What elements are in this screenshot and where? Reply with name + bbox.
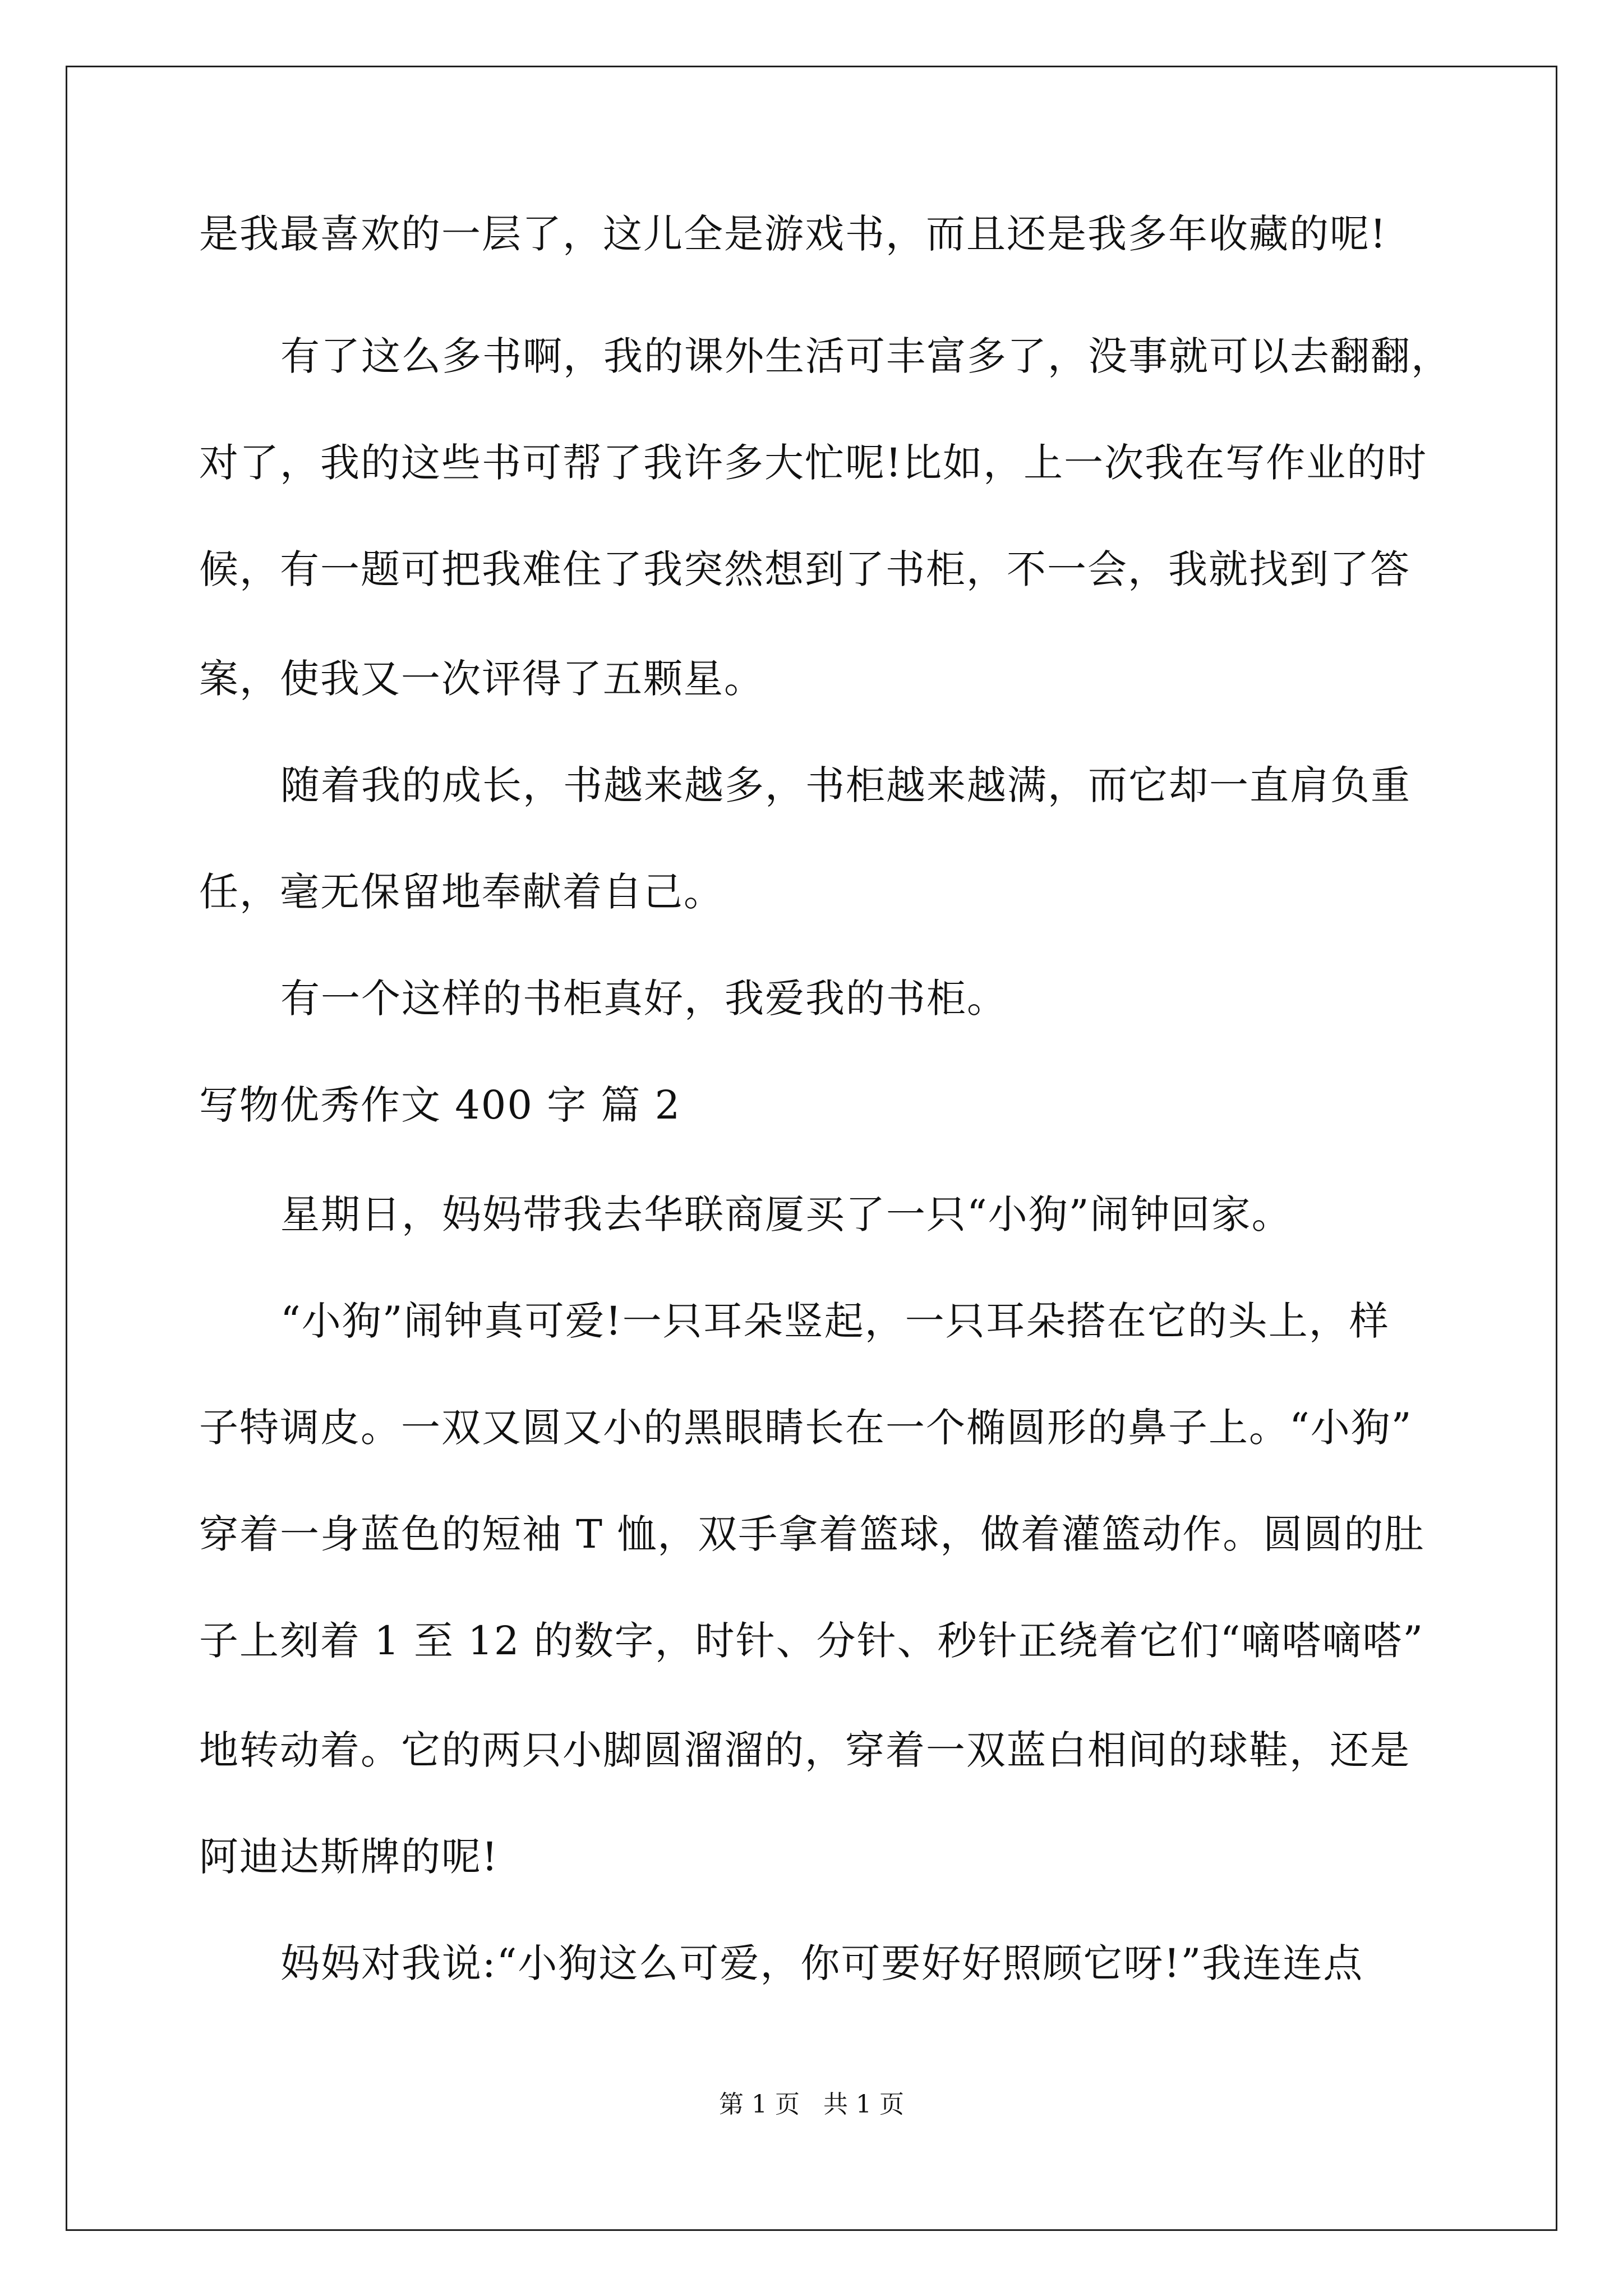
section-heading: 写物优秀作文 400 字 篇 2 (199, 1082, 681, 1128)
paragraph-line: 有了这么多书啊，我的课外生活可丰富多了，没事就可以去翻翻， (280, 333, 1451, 379)
paragraph-line: 对了，我的这些书可帮了我许多大忙呢!比如，上一次我在写作业的时 (199, 440, 1428, 486)
paragraph-line: 阿迪达斯牌的呢! (199, 1834, 499, 1880)
paragraph-line: 妈妈对我说:“小狗这么可爱，你可要好好照顾它呀!”我连连点 (280, 1940, 1364, 1986)
paragraph-line: 随着我的成长，书越来越多，书柜越来越满，而它却一直肩负重 (280, 762, 1411, 808)
paragraph-line: “小狗”闹钟真可爱!一只耳朵竖起，一只耳朵搭在它的头上，样 (280, 1298, 1390, 1344)
page-footer: 第 1 页 共 1 页 (719, 2090, 904, 2119)
paragraph-line: 案，使我又一次评得了五颗星。 (199, 656, 764, 702)
paragraph-line: 有一个这样的书柜真好，我爱我的书柜。 (280, 976, 1007, 1022)
paragraph-line: 星期日，妈妈带我去华联商厦买了一只“小狗”闹钟回家。 (280, 1191, 1292, 1237)
paragraph-line: 子特调皮。一双又圆又小的黑眼睛长在一个椭圆形的鼻子上。“小狗” (199, 1405, 1413, 1451)
paragraph-line: 地转动着。它的两只小脚圆溜溜的，穿着一双蓝白相间的球鞋，还是 (199, 1727, 1410, 1773)
paragraph-line: 子上刻着 1 至 12 的数字，时针、分针、秒针正绕着它们“嘀嗒嘀嗒” (199, 1618, 1424, 1664)
paragraph-line: 是我最喜欢的一层了，这儿全是游戏书，而且还是我多年收藏的呢! (199, 211, 1387, 257)
page-border (66, 66, 1557, 2231)
paragraph-line: 候，有一题可把我难住了我突然想到了书柜，不一会，我就找到了答 (199, 546, 1410, 592)
paragraph-line: 穿着一身蓝色的短袖 T 恤，双手拿着篮球，做着灌篮动作。圆圆的肚 (199, 1511, 1425, 1557)
paragraph-line: 任，毫无保留地奉献着自己。 (199, 869, 724, 915)
